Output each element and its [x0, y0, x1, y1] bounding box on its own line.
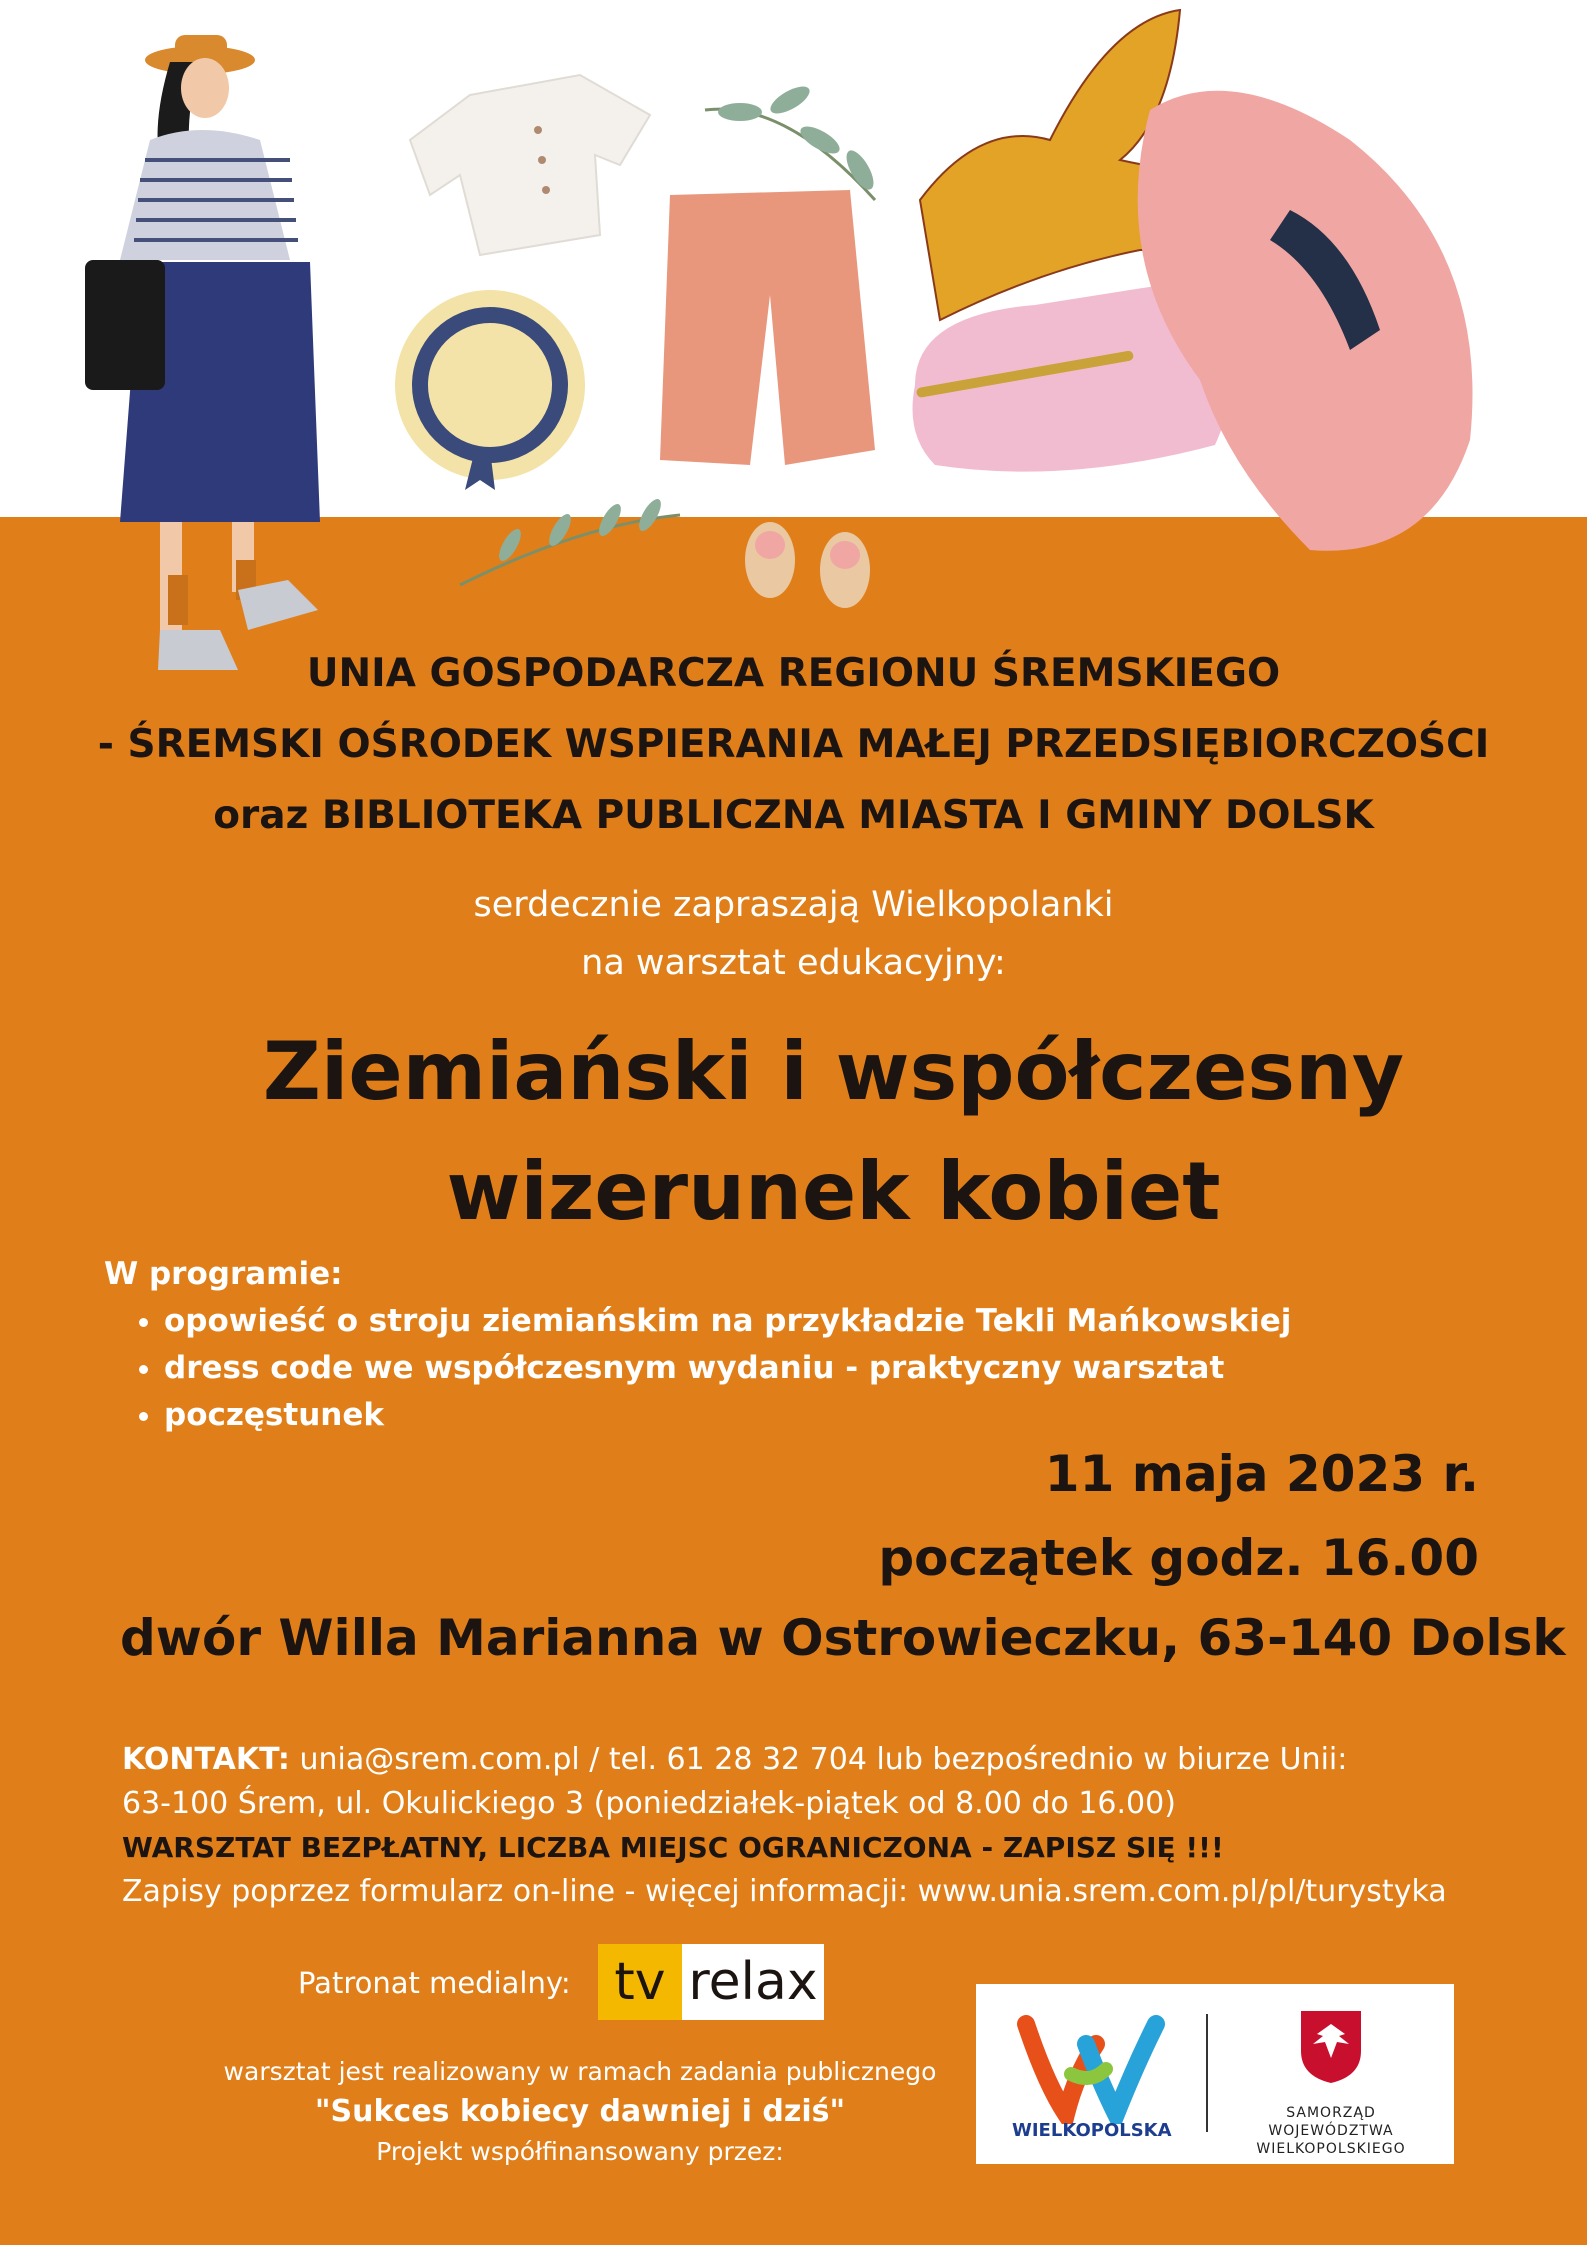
contact-section [122, 1738, 1447, 1914]
contact-label: KONTAKT: [122, 1742, 290, 1777]
woman-illustration [85, 35, 320, 670]
samorzad-line-3: WIELKOPOLSKIEGO [1256, 2141, 1406, 2157]
tv-logo-part: tv [598, 1944, 682, 2020]
footnote-line-3: Projekt współfinansowany przez: [376, 2137, 784, 2166]
tv-relax-logo [598, 1944, 824, 2020]
sponsor-logos [976, 1984, 1454, 2164]
event-time: początek godz. 16.00 [878, 1529, 1479, 1587]
logo-divider [1206, 2014, 1208, 2132]
invitation-line-2: na warsztat edukacyjny: [581, 943, 1006, 983]
program-section [104, 1250, 1291, 1439]
project-name: "Sukces kobiecy dawniej i dziś" [314, 2094, 846, 2129]
straw-hat-illustration [395, 290, 585, 490]
program-list [104, 1298, 1291, 1439]
contact-notice: WARSZTAT BEZPŁATNY, LICZBA MIEJSC OGRANICZONA - ZAPISZ SIĘ !!! [122, 1831, 1224, 1864]
pink-hat-illustration [1138, 91, 1473, 551]
program-item: • opowieść o stroju ziemiańskim na przykładzie Tekli Mańkowskiej [164, 1298, 1291, 1345]
samorzad-wordmark [1226, 2104, 1436, 2158]
program-heading: W programie: [104, 1256, 343, 1292]
illustration [0, 0, 1587, 700]
contact-registration: Zapisy poprzez formularz on-line - więcej informacji: www.unia.srem.com.pl/pl/turystyka [122, 1874, 1447, 1909]
blouse-illustration [410, 75, 650, 255]
organizers [0, 638, 1587, 851]
program-item: • dress code we współczesnym wydaniu - praktyczny warsztat [164, 1345, 1291, 1392]
event-place: dwór Willa Marianna w Ostrowieczku, 63-140 Dolsk [120, 1609, 1566, 1667]
branch-illustration [705, 81, 879, 200]
invitation [0, 876, 1587, 992]
invitation-line-1: serdecznie zapraszają Wielkopolanki [473, 885, 1114, 925]
coat-of-arms-icon [1296, 2006, 1366, 2086]
samorzad-line-2: WOJEWÓDZTWA [1268, 2123, 1394, 2139]
title-line-1: Ziemiański i współczesny [262, 1025, 1405, 1118]
title-line-2: wizerunek kobiet [446, 1145, 1221, 1238]
contact-details: unia@srem.com.pl / tel. 61 28 32 704 lub bezpośrednio w biurze Unii: [299, 1742, 1348, 1777]
contact-line-1 [122, 1738, 1447, 1782]
wielkopolska-wordmark: WIELKOPOLSKA [1012, 2120, 1172, 2141]
program-item: • poczęstunek [164, 1392, 1291, 1439]
media-patronage-label: Patronat medialny: [298, 1966, 571, 2000]
samorzad-line-1: SAMORZĄD [1286, 2105, 1376, 2121]
leaf-sprig-illustration [460, 496, 680, 585]
event-when [878, 1432, 1479, 1600]
organizer-line-1: UNIA GOSPODARCZA REGIONU ŚREMSKIEGO [306, 651, 1281, 696]
contact-line-2: 63-100 Śrem, ul. Okulickiego 3 (poniedziałek-piątek od 8.00 do 16.00) [122, 1786, 1176, 1821]
event-date: 11 maja 2023 r. [1044, 1445, 1479, 1503]
footnote-line-1: warsztat jest realizowany w ramach zadania publicznego [223, 2057, 937, 2086]
organizer-line-3: oraz BIBLIOTEKA PUBLICZNA MIASTA I GMINY DOLSK [213, 793, 1374, 838]
workshop-title [40, 1012, 1587, 1252]
relax-logo-part: relax [682, 1944, 824, 2020]
organizer-line-2: - ŚREMSKI OŚRODEK WSPIERANIA MAŁEJ PRZEDSIĘBIORCZOŚCI [97, 722, 1490, 767]
trousers-illustration [660, 190, 875, 465]
wielkopolska-logo-icon [1016, 2004, 1216, 2124]
baby-shoes-illustration [745, 522, 870, 608]
